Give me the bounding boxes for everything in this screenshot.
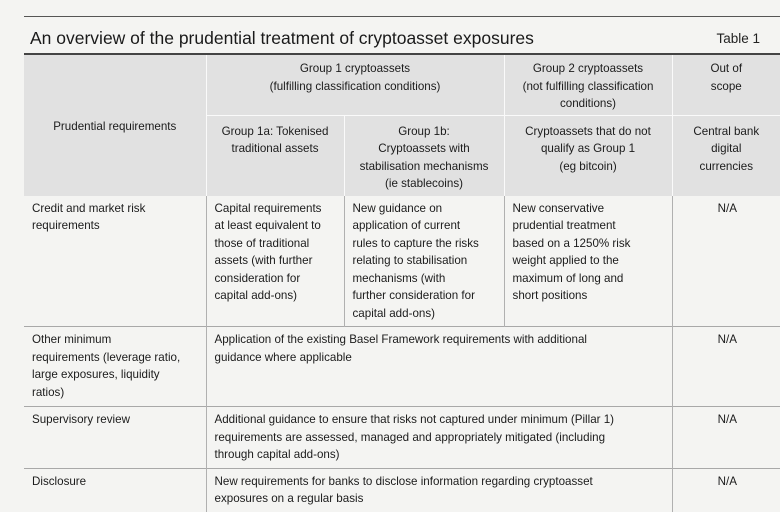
treatment-table bbox=[24, 55, 780, 512]
header-group1a: Group 1a: Tokenised traditional assets bbox=[206, 115, 344, 196]
cell-out-of-scope: N/A bbox=[672, 327, 780, 407]
table-row bbox=[24, 468, 780, 512]
header-group1: Group 1 cryptoassets (fulfilling classification conditions) bbox=[206, 55, 504, 115]
cell-out-of-scope: N/A bbox=[672, 468, 780, 512]
row-label: Other minimum requirements (leverage ratio, large exposures, liquidity ratios) bbox=[32, 333, 181, 399]
row-label: Supervisory review bbox=[32, 413, 130, 426]
cell-out-of-scope: N/A bbox=[672, 196, 780, 327]
cell-group1a: Capital requirements at least equivalent to those of traditional assets (with further consideration for capital add-ons) bbox=[206, 196, 344, 327]
top-rule bbox=[24, 16, 780, 17]
cell-group-span: Additional guidance to ensure that risks not captured under minimum (Pillar 1) requirements are assessed, managed and appropriately mitigated (including through capital add-ons) bbox=[206, 407, 672, 469]
table-row bbox=[24, 327, 780, 407]
table-label: Table 1 bbox=[716, 31, 760, 46]
header-out-of-scope: Out of scope bbox=[672, 55, 780, 115]
header-group1b: Group 1b: Cryptoassets with stabilisation mechanisms (ie stablecoins) bbox=[344, 115, 504, 196]
header-cbdc: Central bank digital currencies bbox=[672, 115, 780, 196]
header-group2-sub: Cryptoassets that do not qualify as Group 1 (eg bitcoin) bbox=[504, 115, 672, 196]
cell-group-span: New requirements for banks to disclose information regarding cryptoasset exposures on a regular basis bbox=[206, 468, 672, 512]
page-title: An overview of the prudential treatment of cryptoasset exposures bbox=[30, 28, 534, 48]
cell-group1b: New guidance on application of current rules to capture the risks relating to stabilisation mechanisms (with further consideration for capital add-ons) bbox=[344, 196, 504, 327]
row-label: Disclosure bbox=[32, 474, 87, 488]
row-label: Credit and market risk requirements bbox=[32, 201, 146, 232]
header-prudential-requirements: Prudential requirements bbox=[24, 55, 206, 196]
cell-group-span: Application of the existing Basel Framework requirements with additional guidance where applicable bbox=[206, 327, 672, 407]
cell-out-of-scope: N/A bbox=[672, 407, 780, 469]
header-group2: Group 2 cryptoassets (not fulfilling classification conditions) bbox=[504, 55, 672, 115]
table-row bbox=[24, 407, 780, 469]
table-row bbox=[24, 196, 780, 327]
cell-group2: New conservative prudential treatment based on a 1250% risk weight applied to the maximum of long and short positions bbox=[504, 196, 672, 327]
